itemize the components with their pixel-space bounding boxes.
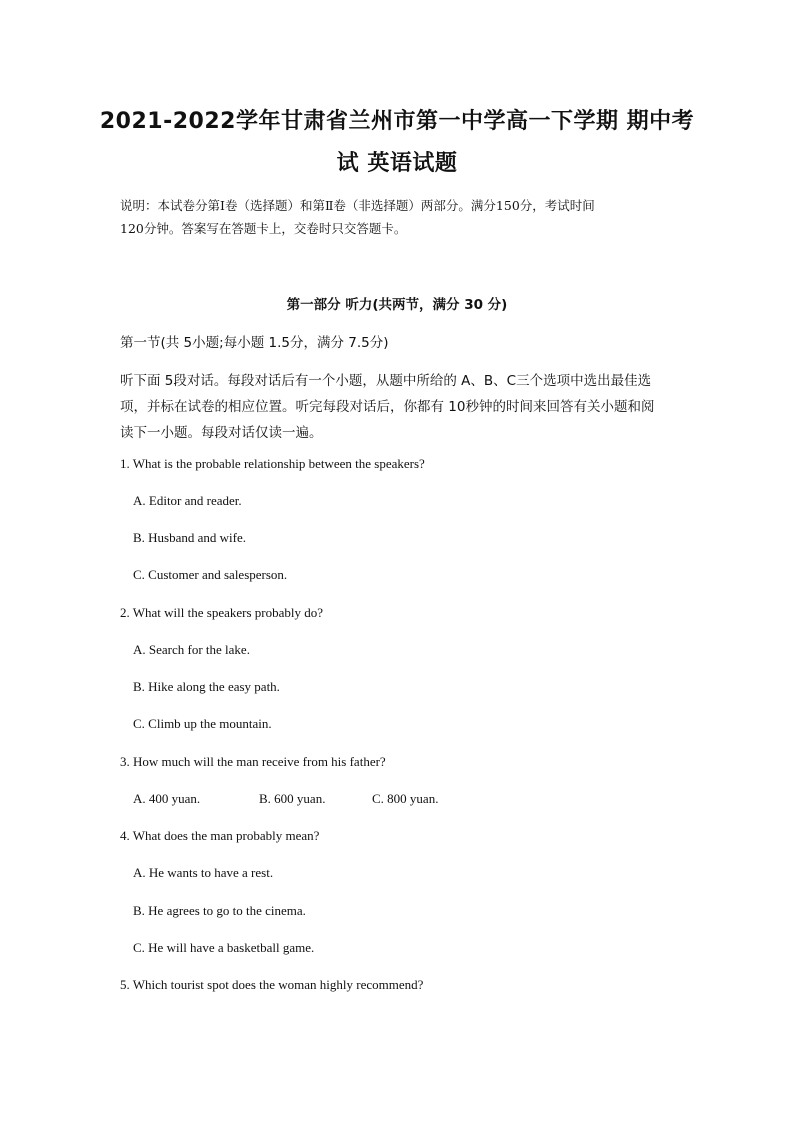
- question-2-stem: 2. What will the speakers probably do?: [120, 605, 324, 620]
- exam-title-line2: 试 英语试题: [336, 151, 458, 176]
- exam-title-line1: 2021-2022学年甘肃省兰州市第一中学高一下学期 期中考: [99, 109, 695, 134]
- question-1-option-b: B. Husband and wife.: [133, 530, 247, 545]
- question-1-stem: 1. What is the probable relationship between the speakers?: [120, 456, 425, 471]
- question-4-option-b: B. He agrees to go to the cinema.: [133, 903, 306, 918]
- question-4-stem: 4. What does the man probably mean?: [120, 828, 320, 843]
- question-1-option-a: A. Editor and reader.: [133, 493, 242, 508]
- question-5-stem: 5. Which tourist spot does the woman highly recommend?: [120, 977, 424, 992]
- directions-line3: 读下一小题。每段对话仅读一遍。: [120, 425, 323, 441]
- question-1-option-c: C. Customer and salesperson.: [133, 567, 288, 582]
- question-3-option-c: C. 800 yuan.: [372, 791, 439, 806]
- question-2-option-b: B. Hike along the easy path.: [133, 679, 280, 694]
- section1-heading: 第一节(共 5小题;每小题 1.5分，满分 7.5分): [120, 335, 389, 351]
- question-2-option-c: C. Climb up the mountain.: [133, 716, 272, 731]
- question-4-option-c: C. He will have a basketball game.: [133, 940, 315, 955]
- question-4-option-a: A. He wants to have a rest.: [133, 865, 274, 880]
- question-3-option-b: B. 600 yuan.: [259, 791, 326, 806]
- part1-title: 第一部分 听力(共两节，满分 30 分): [286, 297, 508, 313]
- directions-line1: 听下面 5段对话。每段对话后有一个小题，从题中所给的 A、B、C三个选项中选出最佳选: [120, 373, 652, 389]
- instructions-note-line2: 120分钟。答案写在答题卡上，交卷时只交答题卡。: [120, 221, 407, 236]
- question-3-option-a: A. 400 yuan.: [133, 791, 201, 806]
- instructions-note-line1: 说明：本试卷分第Ⅰ卷（选择题）和第Ⅱ卷（非选择题）两部分。满分150分，考试时间: [120, 198, 595, 213]
- question-3-stem: 3. How much will the man receive from his father?: [120, 754, 386, 769]
- directions-line2: 项，并标在试卷的相应位置。听完每段对话后，你都有 10秒钟的时间来回答有关小题和阅: [120, 399, 655, 415]
- question-2-option-a: A. Search for the lake.: [133, 642, 250, 657]
